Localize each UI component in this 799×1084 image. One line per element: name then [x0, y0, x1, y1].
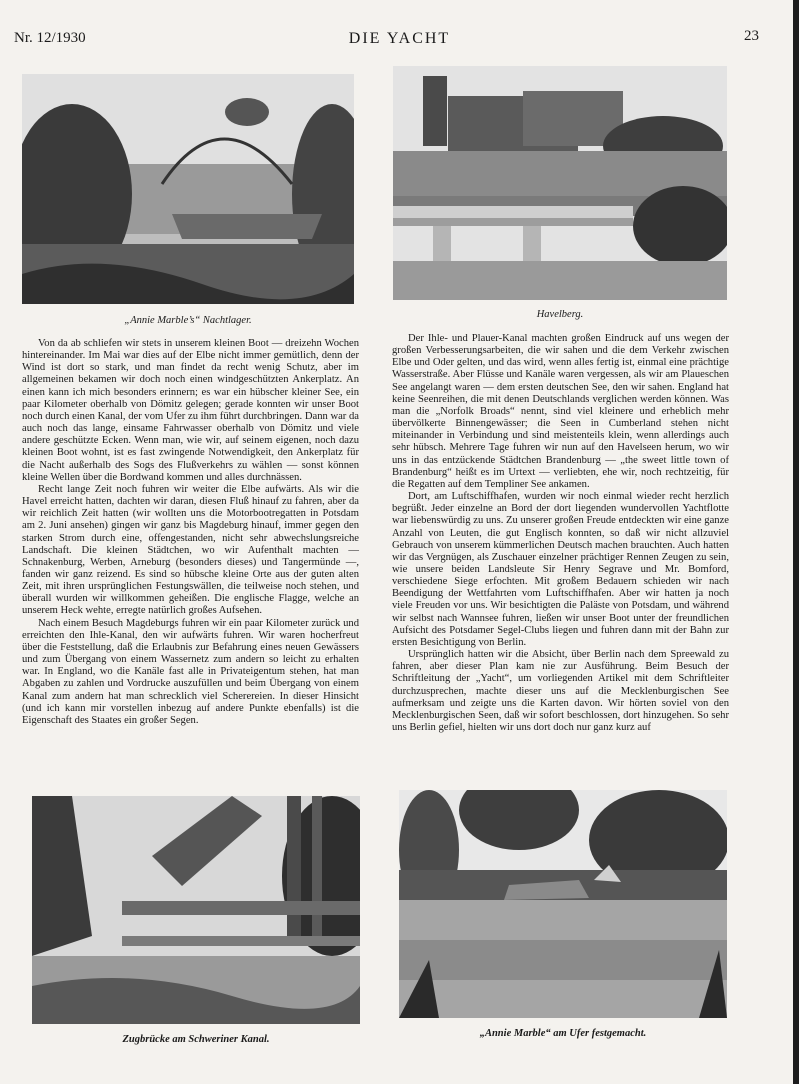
caption-havelberg: Havelberg. — [536, 309, 584, 320]
paragraph: Dort, am Luftschiffhafen, wurden wir noch einmal wieder recht herzlich begrüßt. Jeder einzelne an Bord der dort liegenden wundervollen Yachtflotte war liebenswürdig zu uns. Zu unserer großen Freude entdeckten wir eine ganze Anzahl von Leuten, die gut Englisch konnten, so daß wir nicht allzuviel Gebrauch von unserem kümmerlichen Deutsch machen brauchten. Auch hatten wir das Vergnügen, als Zuschauer einzelner prächtiger Rennen Zeugen zu sein, wie unsere beiden Landsleute Sir Henry Segrave und Mr. Bomford, verschiedene Siege erfochten. Mit großem Bedauern schieden wir nach Beendigung der Wettfahrten vom Luftschiffhafen. Aber wir hatten ja noch viele Freuden vor uns. Wir besichtigten die Paläste von Potsdam, und während wir selbst nach Wannsee fuhren, ließen wir unser Boot unter der freundlichen Aufsicht des Potsdamer Segel-Clubs liegen und fuhren dann mit der Bahn zur ersten Besichtigung von Berlin. — [392, 491, 729, 648]
paragraph: Von da ab schliefen wir stets in unserem kleinen Boot — dreizehn Wochen hintereinander. Im Mai war dies auf der Elbe nicht immer gemütlich, denn der Wind ist dort so stark, und man findet da recht wenig Schutz, aber im allgemeinen bekamen wir doch noch einen windgeschützten Ankerplatz. An einen kann ich mich besonders erinnern; es war ein hübscher kleiner See, ein paar Kilometer oberhalb von Dömitz gelegen; gerade konnten wir unser Boot noch durch einen Kanal, der vom Ufer zu ihm führt durchbringen. Dann war da auch noch das lange, einsame Fahrwasser oberhalb von Dömitz und viele andere geschützte Ecken. Wenn man, wie wir, auf seinem eigenen, noch dazu kleinen Boot wohnt, ist es fast zwingende Notwendigkeit, den Ankerplatz für die Nacht außerhalb des Sogs des Flußverkehrs zu wählen — sonst können kleine Wellen über die Bordwand kommen und alles durchnässen. — [22, 338, 359, 483]
magazine-title: DIE YACHT — [348, 30, 451, 47]
left-column-text — [22, 338, 359, 786]
caption-boat-moored: „Annie Marble“ am Ufer festgemacht. — [479, 1028, 647, 1039]
page-edge — [793, 0, 799, 1084]
photo-drawbridge — [32, 796, 360, 1024]
photo-boat-moored — [399, 790, 727, 1018]
paragraph: Ursprünglich hatten wir die Absicht, über Berlin nach dem Spreewald zu fahren, aber dieser Plan kam nie zur Ausführung. Beim Besuch der Schriftleitung der „Yacht“, um vorliegenden Artikel mit dem Schriftleiter durchzusprechen, machte dieser uns auf die Mecklenburgischen See aufmerksam und zeigte uns die Karten davon. Wir hörten soviel von den Mecklenburgischen Seen, daß wir sofort beschlossen, dort hinzugehen. So sehr uns Berlin gefiel, hielten wir uns dort doch nur ganz kurz auf — [392, 649, 729, 733]
caption-night-camp: „Annie Marble’s“ Nachtlager. — [124, 315, 252, 326]
page-number: 23 — [744, 28, 759, 44]
caption-drawbridge: Zugbrücke am Schweriner Kanal. — [122, 1034, 270, 1045]
paragraph: Recht lange Zeit noch fuhren wir weiter die Elbe aufwärts. Als wir die Havel erreicht hatten, dachten wir daran, diesen Fluß hinauf zu fahren, aber da wir reichlich Zeit hatten (wir wollten uns die Motorbootregatten in Potsdam am 2. Juni ansehen) gingen wir ganz bis Magdeburg hinauf, immer gegen den starken Strom durch eine, offengestanden, nicht sehr abwechslungsreiche Landschaft. Die kleinen Städtchen, wo wir Aufenthalt machten — Schnakenburg, Werben, Arneburg (besonders dieses) und Tangermünde —, fanden wir ganz reizend. Es sind so hübsche kleine Orte aus der guten alten Zeit, mit ihren ursprünglichen Festungswällen, die teilweise noch stehen, und überall wurden wir willkommen geheißen. Die englische Flagge, welche an unserem Heck wehte, erregte natürlich großes Aufsehen. — [22, 483, 359, 617]
issue-number: Nr. 12/1930 — [14, 30, 86, 46]
right-column-text — [392, 333, 729, 788]
paragraph: Der Ihle- und Plauer-Kanal machten großen Eindruck auf uns wegen der großen Verbesserungsarbeiten, die wir sahen und die dem Verkehr zwischen Elbe und Oder gelten, und das wird, wenn alles fertig ist, einmal eine prächtige Wasserstraße. Aber Flüsse und Kanäle waren vergessen, als wir am Plaueschen See angelangt waren — dem ersten deutschen See, den wir sahen. England hat keine Seenreihen, die mit denen Deutschlands verglichen werden können. Was man die „Norfolk Broads“ nennt, sind viel kleinere und erheblich mehr übervölkerte Binnengewässer; die Seen in Cumberland stehen nicht miteinander in Verbindung und sind meistenteils klein, wenn allerdings auch sehr hübsch. Mehrere Tage fuhren wir nun auf den Havelseen herum, wo wir uns in das entzückende Städtchen Brandenburg — „the sweet little town of Brandenburg“ heißt es im Urtext — verliebten, ehe wir, noch rechtzeitig, für die Regatten auf dem Templiner See ankamen. — [392, 333, 729, 490]
photo-havelberg — [393, 66, 727, 300]
paragraph: Nach einem Besuch Magdeburgs fuhren wir ein paar Kilometer zurück und erreichten den Ihle-Kanal, den wir aufwärts fuhren. Wir waren hocherfreut über die Feststellung, daß die Erlaubnis zur Befahrung eines neuen Gewässers und zum Übergang von einem Wassernetz zum andern so leicht zu erhalten war. In England, wo die Kanäle fast alle in Privateigentum stehen, hat man Abgaben zu zahlen und Vordrucke auszufüllen und beim Übergang von einem Kanal zum andern hat man schrecklich viel Scherereien. In dieser Hinsicht (und ich kann mir vorstellen inbezug auf andere Punkte ebenfalls) ist die Eigenschaft des Staates ein großer Segen. — [22, 617, 359, 726]
photo-boat-night-camp — [22, 74, 354, 304]
